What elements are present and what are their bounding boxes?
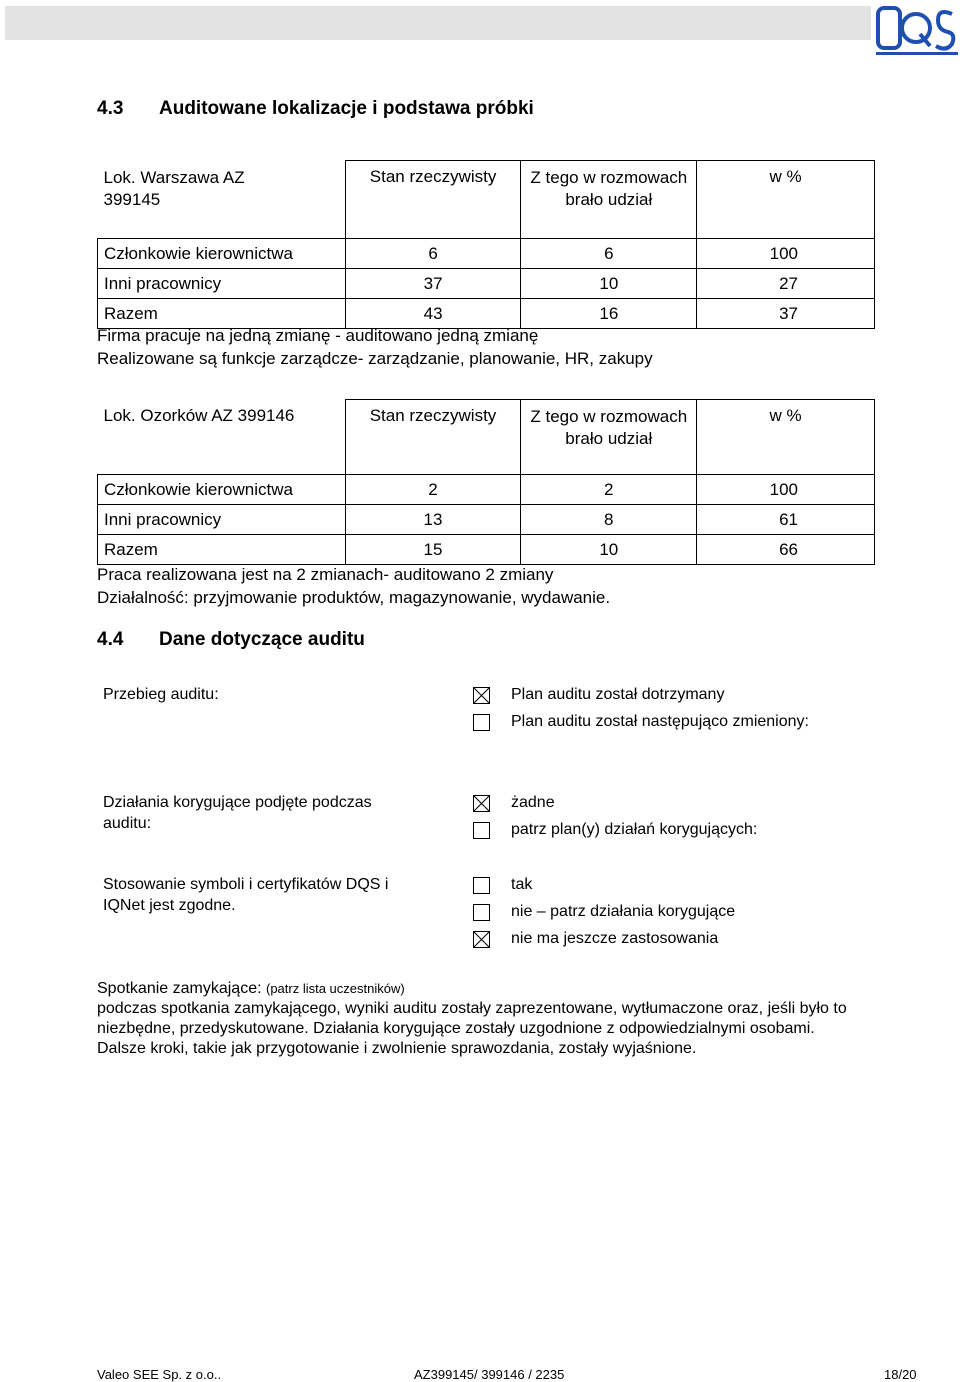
table-row — [98, 239, 875, 269]
section-heading-43 — [97, 98, 534, 120]
cell: 10 — [521, 269, 697, 299]
checkbox-icon[interactable] — [473, 714, 490, 731]
closing-heading-note: (patrz lista uczestników) — [265, 981, 405, 996]
cell: 8 — [521, 505, 697, 535]
row-label: Inni pracownicy — [98, 505, 346, 535]
cell: 61 — [697, 505, 875, 535]
cell: 2 — [345, 475, 521, 505]
column-header: Z tego w rozmowach brało udział — [521, 400, 697, 475]
note-line: Realizowane są funkcje zarządcze- zarządzanie, planowanie, HR, zakupy — [97, 349, 653, 368]
footer-reference: AZ399145/ 399146 / 2235 — [414, 1367, 565, 1382]
section-number: 4.4 — [97, 629, 124, 650]
checkbox-icon[interactable] — [473, 822, 490, 839]
option-see-plans[interactable] — [473, 819, 757, 841]
footer-company: Valeo SEE Sp. z o.o.. — [97, 1367, 222, 1382]
option-label: nie ma jeszcze zastosowania — [511, 930, 719, 947]
cell: 27 — [697, 269, 875, 299]
cell: 15 — [345, 535, 521, 565]
column-header: Z tego w rozmowach brało udział — [521, 161, 697, 239]
option-none[interactable] — [473, 792, 555, 814]
option-plan-changed[interactable] — [473, 711, 809, 733]
section-heading-44 — [97, 629, 365, 651]
note-line: Firma pracuje na jedną zmianę - auditowano jedną zmianę — [97, 326, 539, 345]
table-row — [98, 269, 875, 299]
option-label: tak — [511, 876, 533, 893]
footer-page-number: 18/20 — [884, 1367, 917, 1382]
cell: 6 — [345, 239, 521, 269]
column-header: Stan rzeczywisty — [345, 161, 521, 239]
row-label: Członkowie kierownictwa — [98, 475, 346, 505]
checkbox-icon[interactable] — [473, 904, 490, 921]
cell: 37 — [697, 299, 875, 329]
closing-line: niezbędne, przedyskutowane. Działania korygujące zostały uzgodnione z odpowiedzialnymi osobami. — [97, 1020, 815, 1037]
option-label: nie – patrz działania korygujące — [511, 903, 736, 920]
option-label: Plan auditu został dotrzymany — [511, 686, 725, 703]
closing-line: podczas spotkania zamykającego, wyniki auditu zostały zaprezentowane, wytłumaczone oraz, jeśli było to — [97, 1000, 847, 1017]
cell: 10 — [521, 535, 697, 565]
note-line: Działalność: przyjmowanie produktów, magazynowanie, wydawanie. — [97, 588, 611, 607]
staff-table-ozorkow — [97, 399, 875, 565]
table-row — [98, 505, 875, 535]
option-not-applicable[interactable] — [473, 928, 718, 950]
cell: 6 — [521, 239, 697, 269]
checkbox-checked-icon[interactable] — [473, 795, 490, 812]
checkbox-checked-icon[interactable] — [473, 687, 490, 704]
checkbox-icon[interactable] — [473, 877, 490, 894]
cell: 100 — [697, 239, 875, 269]
section-title: Dane dotyczące auditu — [159, 629, 365, 650]
item-label-certificate-symbols: Stosowanie symboli i certyfikatów DQS i IQNet jest zgodne. — [103, 876, 389, 914]
column-header: w % — [697, 161, 875, 239]
dqs-logo — [876, 4, 958, 62]
location-notes-ozorkow — [97, 563, 610, 609]
row-label: Razem — [98, 299, 346, 329]
location-notes-warszawa — [97, 324, 653, 370]
closing-line: Dalsze kroki, takie jak przygotowanie i zwolnienie sprawozdania, zostały wyjaśnione. — [97, 1040, 697, 1057]
cell: 2 — [521, 475, 697, 505]
location-label: Lok. Ozorków AZ 399146 — [103, 405, 295, 425]
cell: 37 — [345, 269, 521, 299]
option-label: Plan auditu został następująco zmieniony: — [511, 713, 809, 730]
table-row — [98, 475, 875, 505]
note-line: Praca realizowana jest na 2 zmianach- auditowano 2 zmiany — [97, 565, 554, 584]
location-label: Lok. Warszawa AZ 399145 — [103, 167, 245, 209]
cell: 100 — [697, 475, 875, 505]
checkbox-checked-icon[interactable] — [473, 931, 490, 948]
closing-meeting — [97, 979, 847, 1059]
row-label: Razem — [98, 535, 346, 565]
option-no[interactable] — [473, 901, 735, 923]
table-header-row — [98, 400, 875, 475]
column-header: Stan rzeczywisty — [345, 400, 521, 475]
cell: 13 — [345, 505, 521, 535]
staff-table-warszawa — [97, 160, 875, 329]
cell: 66 — [697, 535, 875, 565]
option-plan-kept[interactable] — [473, 684, 724, 706]
cell: 16 — [521, 299, 697, 329]
item-label-corrective-actions: Działania korygujące podjęte podczas auditu: — [103, 794, 372, 832]
option-label: patrz plan(y) działań korygujących: — [511, 821, 758, 838]
cell: 43 — [345, 299, 521, 329]
closing-heading: Spotkanie zamykające: (patrz lista uczestników) — [97, 980, 405, 997]
option-label: żadne — [511, 794, 555, 811]
table-row — [98, 535, 875, 565]
row-label: Inni pracownicy — [98, 269, 346, 299]
item-label-audit-course: Przebieg auditu: — [103, 686, 219, 703]
section-number: 4.3 — [97, 98, 124, 119]
section-title: Auditowane lokalizacje i podstawa próbki — [159, 98, 534, 119]
option-yes[interactable] — [473, 874, 532, 896]
row-label: Członkowie kierownictwa — [98, 239, 346, 269]
column-header: w % — [697, 400, 875, 475]
table-header-row — [98, 161, 875, 239]
header-bar — [5, 6, 871, 40]
